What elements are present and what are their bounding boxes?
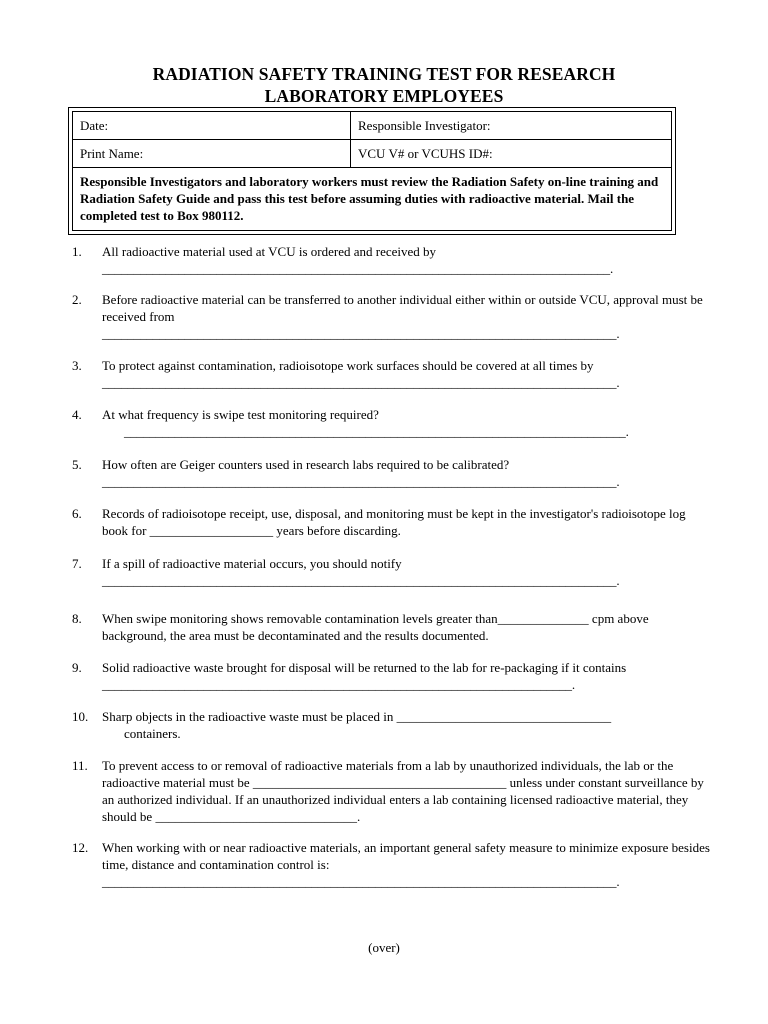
title-line-2: LABORATORY EMPLOYEES xyxy=(264,86,504,106)
question-text: Records of radioisotope receipt, use, disposal, and monitoring must be kept in the investigator's radioisotope log book for ___________________ years before discarding. xyxy=(102,506,686,538)
question-number: 2. xyxy=(72,292,82,307)
question-text: If a spill of radioactive material occurs, you should notify xyxy=(102,556,402,571)
question-number: 7. xyxy=(72,556,82,571)
question-11 xyxy=(72,757,712,825)
question-number: 9. xyxy=(72,660,82,675)
date-field[interactable]: Date: xyxy=(73,112,351,140)
question-number: 11. xyxy=(72,758,88,773)
question-number: 8. xyxy=(72,611,82,626)
question-10 xyxy=(72,708,712,742)
question-2 xyxy=(72,291,712,342)
info-table xyxy=(72,111,672,231)
question-text: Before radioactive material can be transferred to another individual either within or outside VCU, approval must be received from xyxy=(102,292,703,324)
question-number: 4. xyxy=(72,407,82,422)
question-number: 12. xyxy=(72,840,89,855)
answer-line[interactable]: _________________________________________________________________________________. xyxy=(102,326,620,341)
question-4 xyxy=(72,406,712,440)
info-box xyxy=(68,107,676,235)
question-number: 1. xyxy=(72,244,82,259)
question-text: How often are Geiger counters used in research labs required to be calibrated? xyxy=(102,457,510,472)
question-text: To protect against contamination, radioisotope work surfaces should be covered at all times by xyxy=(102,358,594,373)
answer-line[interactable]: _________________________________________________________________________________. xyxy=(102,375,620,390)
question-number: 6. xyxy=(72,506,82,521)
question-text: When working with or near radioactive materials, an important general safety measure to minimize exposure besides time, distance and contamination control is: xyxy=(102,840,710,872)
question-5 xyxy=(72,456,712,490)
question-text: To prevent access to or removal of radioactive materials from a lab by unauthorized individuals, the lab or the radioactive material must be _______________________________________ unless under constant surveillance by an authorized individual. If an unauthorized individual enters a lab containing licensed radioactive material, they should be _______________________________. xyxy=(102,758,704,824)
question-number: 3. xyxy=(72,358,82,373)
title-line-1: RADIATION SAFETY TRAINING TEST FOR RESEARCH xyxy=(152,64,616,84)
question-text: Solid radioactive waste brought for disposal will be returned to the lab for re-packaging if it contains xyxy=(102,660,627,675)
page-title xyxy=(0,63,768,107)
question-8 xyxy=(72,610,712,644)
question-6 xyxy=(72,505,712,539)
answer-line[interactable]: _________________________________________________________________________________. xyxy=(102,874,620,889)
answer-line[interactable]: _________________________________________________________________________________. xyxy=(102,573,620,588)
question-continuation: containers. xyxy=(124,726,181,741)
question-9 xyxy=(72,659,712,693)
print-name-field[interactable]: Print Name: xyxy=(73,140,351,168)
id-field[interactable]: VCU V# or VCUHS ID#: xyxy=(351,140,672,168)
answer-line[interactable]: __________________________________________________________________________. xyxy=(102,677,576,692)
question-1 xyxy=(72,243,712,277)
question-number: 10. xyxy=(72,709,89,724)
answer-line[interactable]: _______________________________________________________________________________. xyxy=(124,424,629,439)
answer-line[interactable]: ________________________________________________________________________________. xyxy=(102,261,614,276)
question-12 xyxy=(72,839,712,890)
page-continuation-note: (over) xyxy=(368,940,400,955)
question-3 xyxy=(72,357,712,391)
question-text: At what frequency is swipe test monitoring required? xyxy=(102,407,379,422)
investigator-field[interactable]: Responsible Investigator: xyxy=(351,112,672,140)
answer-line[interactable]: _________________________________________________________________________________. xyxy=(102,474,620,489)
question-text: All radioactive material used at VCU is ordered and received by xyxy=(102,244,437,259)
question-7 xyxy=(72,555,712,589)
question-number: 5. xyxy=(72,457,82,472)
notice-text: Responsible Investigators and laboratory workers must review the Radiation Safety on-line training and Radiation Safety Guide and pass this test before assuming duties with radioactive material. Mail the completed test to Box 980112. xyxy=(73,168,672,231)
question-text: When swipe monitoring shows removable contamination levels greater than______________ cpm above background, the area must be decontaminated and the results documented. xyxy=(102,611,649,643)
question-text: Sharp objects in the radioactive waste must be placed in _________________________________ xyxy=(102,709,612,724)
